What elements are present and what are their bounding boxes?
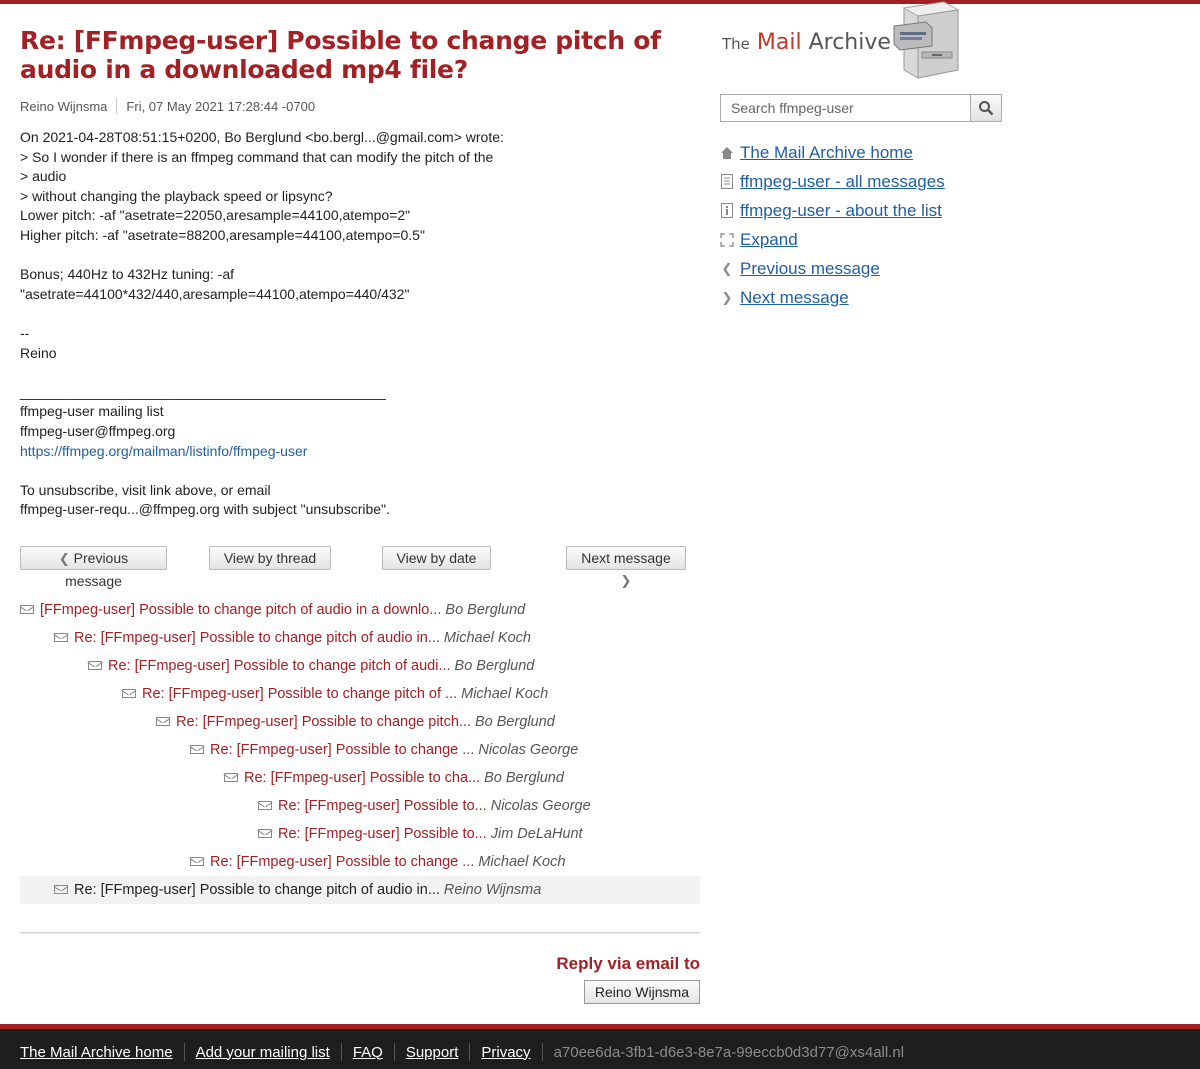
thread-row[interactable] [20, 848, 700, 876]
sidebar-item-about[interactable] [720, 196, 945, 225]
message-nav-buttons [20, 546, 700, 589]
chevron-right-icon: ❯ [620, 572, 632, 588]
footer-divider [542, 1043, 543, 1061]
home-icon [720, 145, 734, 161]
thread-row[interactable] [20, 652, 700, 680]
message-column [20, 26, 700, 1004]
sidebar-item-expand[interactable] [720, 225, 945, 254]
envelope-icon [224, 773, 238, 782]
view-by-thread-label: View by thread [223, 549, 317, 566]
previous-message-button[interactable] [20, 546, 167, 589]
thread-row[interactable] [20, 764, 700, 792]
view-by-date-button[interactable] [382, 546, 491, 570]
thread-row[interactable] [20, 708, 700, 736]
envelope-icon [20, 605, 34, 614]
thread-row-title[interactable]: Re: [FFmpeg-user] Possible to change pitch of audio in... [74, 629, 440, 646]
file-cabinet-icon [892, 0, 962, 80]
expand-icon [720, 232, 734, 248]
message-meta [20, 98, 700, 114]
footer-link-privacy[interactable]: Privacy [481, 1043, 531, 1061]
thread-row-title[interactable]: Re: [FFmpeg-user] Possible to change pitch... [176, 713, 471, 730]
sidebar-nav [720, 138, 945, 312]
envelope-icon [54, 633, 68, 642]
thread-row-author: Nicolas George [490, 797, 591, 814]
logo-mail: Mail [756, 30, 802, 55]
thread-row-title[interactable]: Re: [FFmpeg-user] Possible to... [278, 825, 487, 842]
thread-row[interactable] [20, 792, 700, 820]
thread-row-title[interactable]: Re: [FFmpeg-user] Possible to change ... [210, 741, 475, 758]
footer-link-home[interactable]: The Mail Archive home [20, 1043, 173, 1061]
thread-row-title[interactable]: Re: [FFmpeg-user] Possible to cha... [244, 769, 481, 786]
envelope-icon [190, 745, 204, 754]
footer-divider [184, 1043, 185, 1061]
thread-row-title[interactable]: [FFmpeg-user] Possible to change pitch of audio in a downlo... [40, 601, 442, 618]
chevron-left-icon: ❮ [721, 260, 733, 276]
mail-archive-logo[interactable] [722, 30, 891, 55]
envelope-icon [190, 857, 204, 866]
footer-link-faq[interactable]: FAQ [352, 1043, 383, 1061]
thread-row-title[interactable]: Re: [FFmpeg-user] Possible to change ... [210, 853, 475, 870]
sidebar-item-all-messages[interactable] [720, 167, 945, 196]
thread-row-title[interactable]: Re: [FFmpeg-user] Possible to change pitch of audi... [108, 657, 451, 674]
message-date: Fri, 07 May 2021 17:28:44 -0700 [126, 98, 316, 114]
thread-row[interactable] [20, 680, 700, 708]
thread-row-author: Jim DeLaHunt [490, 825, 583, 842]
envelope-icon [156, 717, 170, 726]
thread-row[interactable] [20, 820, 700, 848]
footer-link-add-list[interactable]: Add your mailing list [195, 1043, 330, 1061]
thread-row-title[interactable]: Re: [FFmpeg-user] Possible to... [278, 797, 487, 814]
chevron-right-icon: ❯ [721, 289, 733, 305]
view-by-thread-button[interactable] [209, 546, 331, 570]
logo-archive: Archive [808, 30, 891, 55]
message-body-tail: To unsubscribe, visit link above, or email ffmpeg-user-requ...@ffmpeg.org with subject "unsubscribe". [20, 481, 390, 518]
envelope-icon [122, 689, 136, 698]
thread-row-title: Re: [FFmpeg-user] Possible to change pitch of audio in... [74, 881, 440, 898]
reply-label: Reply via email to [556, 953, 700, 973]
next-message-button[interactable] [566, 546, 686, 588]
message-subject: Re: [FFmpeg-user] Possible to change pitch of audio in a downloaded mp4 file? [20, 26, 661, 84]
previous-message-label: Previous message [65, 549, 129, 589]
sidebar-item-previous[interactable] [720, 254, 945, 283]
sidebar-item-expand-link[interactable]: Expand [740, 229, 798, 249]
footer-divider [394, 1043, 395, 1061]
thread-row-author: Bo Berglund [474, 713, 555, 730]
view-by-date-label: View by date [396, 549, 477, 566]
search-form [720, 94, 1002, 122]
chevron-left-icon: ❮ [58, 550, 70, 566]
sidebar-item-next-link[interactable]: Next message [740, 287, 849, 307]
thread-row-title[interactable]: Re: [FFmpeg-user] Possible to change pitch of ... [142, 685, 458, 702]
message-body-text: On 2021-04-28T08:51:15+0200, Bo Berglund <bo.bergl...@gmail.com> wrote: > So I wonder if there is an ffmpeg command that can modify the pitch of the > audio > without changing the playback speed or lipsync? Lower pitch: -af "asetrate=22050,aresample=44100,atempo=2" Higher pitch: -af "asetrate=88200,aresample=44100,atempo=0.5" Bonus; 440Hz to 432Hz tuning: -af "asetrate=44100*432/440,aresample=44100,atempo=440/432" -- Reino _______________________________________________ ffmpeg-user mailing list ffmpeg-user@ffmpeg.org [20, 129, 504, 439]
sidebar-item-home-link[interactable]: The Mail Archive home [740, 142, 913, 162]
list-info-link[interactable]: https://ffmpeg.org/mailman/listinfo/ffmpeg-user [20, 442, 308, 459]
footer-divider [469, 1043, 470, 1061]
envelope-icon [88, 661, 102, 670]
sidebar-item-all-messages-link[interactable]: ffmpeg-user - all messages [740, 171, 945, 191]
logo-the: The [722, 35, 750, 53]
thread-row-author: Bo Berglund [454, 657, 535, 674]
footer [0, 1024, 1200, 1069]
footer-link-support[interactable]: Support [405, 1043, 459, 1061]
thread-row-current [20, 876, 700, 904]
message-body [20, 128, 700, 520]
search-button[interactable] [970, 94, 1002, 122]
envelope-icon [54, 885, 68, 894]
footer-links [20, 1043, 904, 1061]
thread-row[interactable] [20, 736, 700, 764]
info-icon [720, 203, 734, 219]
thread-row-author: Michael Koch [478, 853, 566, 870]
reply-button[interactable]: Reino Wijnsma [584, 980, 700, 1004]
thread-row-author: Bo Berglund [445, 601, 526, 618]
envelope-icon [258, 829, 272, 838]
footer-divider [341, 1043, 342, 1061]
sidebar-item-previous-link[interactable]: Previous message [740, 258, 880, 278]
sidebar-item-next[interactable] [720, 283, 945, 312]
divider [20, 932, 700, 934]
message-author: Reino Wijnsma [20, 98, 108, 114]
meta-divider [116, 98, 117, 114]
thread-row-author: Michael Koch [461, 685, 549, 702]
thread-row[interactable] [20, 596, 700, 624]
top-accent-bar [0, 0, 1200, 4]
thread-row-author: Michael Koch [443, 629, 531, 646]
document-icon [720, 174, 734, 190]
envelope-icon [258, 801, 272, 810]
search-icon [978, 100, 994, 116]
sidebar-item-about-link[interactable]: ffmpeg-user - about the list [740, 200, 942, 220]
sidebar-item-home[interactable] [720, 138, 945, 167]
thread-row-author: Nicolas George [478, 741, 579, 758]
thread-row-author: Reino Wijnsma [443, 881, 542, 898]
footer-message-id: a70ee6da-3fb1-d6e3-8e7a-99eccb0d3d77@xs4all.nl [553, 1043, 905, 1061]
thread-row[interactable] [20, 624, 700, 652]
reply-section [20, 954, 700, 1004]
thread-row-author: Bo Berglund [484, 769, 564, 786]
next-message-label: Next message [581, 549, 671, 566]
thread-list [20, 596, 700, 904]
search-input[interactable]: Search ffmpeg-user [720, 94, 970, 122]
